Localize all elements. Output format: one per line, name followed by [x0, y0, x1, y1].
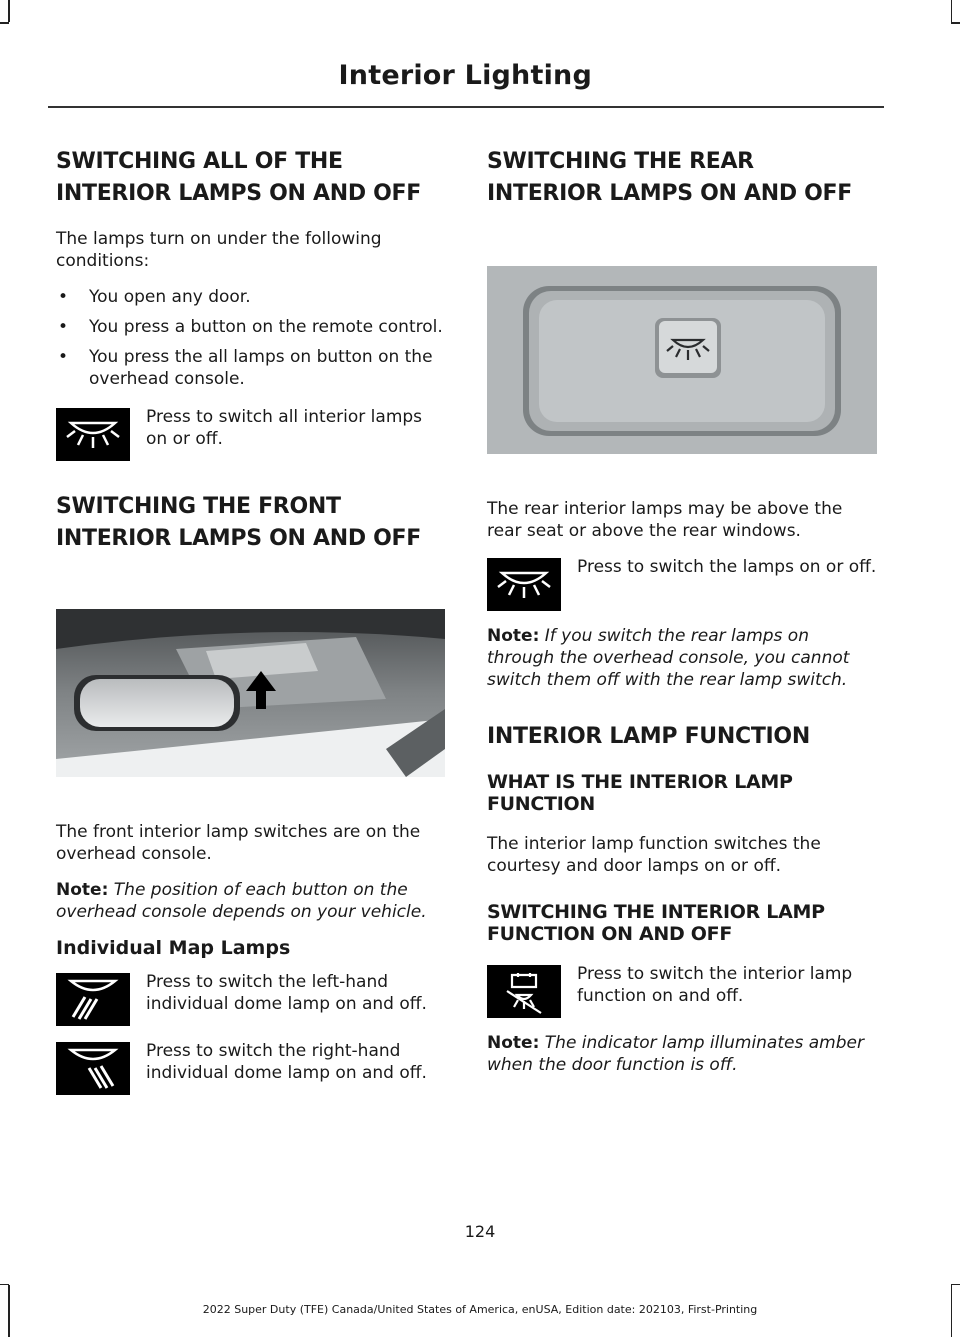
switching-lamp-function-heading: SWITCHING THE INTERIOR LAMP FUNCTION ON AND OFF	[487, 901, 825, 945]
front-lamps-note: Note: The position of each button on the overhead console depends on your vehicle.	[56, 880, 427, 922]
section-heading-lamp-function: INTERIOR LAMP FUNCTION	[487, 724, 810, 749]
crop-mark	[951, 0, 953, 22]
lamp-function-icon-row	[487, 963, 879, 1018]
list-item: • You open any door.	[56, 286, 448, 308]
left-map-lamp-icon	[56, 973, 130, 1026]
rear-lamp-switch-photo	[487, 266, 877, 454]
intro-text: The lamps turn on under the following conditions:	[56, 229, 382, 271]
rear-lamps-icon-row	[487, 556, 879, 611]
dome-lamp-icon	[56, 408, 130, 461]
all-lamps-icon-row	[56, 406, 448, 461]
page-header-title: Interior Lighting	[338, 60, 592, 91]
edition-line: 2022 Super Duty (TFE) Canada/United States of America, enUSA, Edition date: 202103, First-Printing	[202, 1303, 758, 1316]
rear-lamps-instruction: Press to switch the lamps on or off.	[577, 557, 877, 577]
right-map-lamp-instruction: Press to switch the right-hand individual dome lamp on and off.	[146, 1041, 427, 1083]
right-column	[487, 146, 879, 1090]
right-map-lamp-row	[56, 1040, 448, 1095]
rear-lamps-body: The rear interior lamps may be above the rear seat or above the rear windows.	[487, 499, 843, 541]
crop-mark	[0, 1284, 9, 1286]
front-lamps-body: The front interior lamp switches are on the overhead console.	[56, 822, 421, 864]
overhead-console-photo	[56, 609, 445, 777]
list-item: • You press the all lamps on button on the overhead console.	[56, 346, 448, 390]
dome-lamp-icon	[487, 558, 561, 611]
crop-mark	[0, 22, 9, 24]
crop-mark	[8, 0, 10, 22]
right-map-lamp-icon	[56, 1042, 130, 1095]
section-heading-all-lamps: SWITCHING ALL OF THE INTERIOR LAMPS ON AND OFF	[56, 149, 422, 206]
crop-mark	[951, 22, 960, 24]
conditions-list	[56, 286, 448, 390]
what-is-lamp-function-heading: WHAT IS THE INTERIOR LAMP FUNCTION	[487, 771, 793, 815]
section-heading-front-lamps: SWITCHING THE FRONT INTERIOR LAMPS ON AND OFF	[56, 494, 422, 551]
list-item: • You press a button on the remote control.	[56, 316, 448, 338]
map-lamps-subheading: Individual Map Lamps	[56, 937, 291, 959]
lamp-function-note: Note: The indicator lamp illuminates amber when the door function is off.	[487, 1033, 864, 1075]
lamp-function-instruction: Press to switch the interior lamp function on and off.	[577, 964, 853, 1006]
all-lamps-instruction: Press to switch all interior lamps on or off.	[146, 407, 423, 449]
lamp-function-body: The interior lamp function switches the courtesy and door lamps on or off.	[487, 834, 821, 876]
section-heading-rear-lamps: SWITCHING THE REAR INTERIOR LAMPS ON AND OFF	[487, 149, 853, 206]
left-column	[56, 146, 448, 1109]
rear-lamps-note: Note: If you switch the rear lamps on through the overhead console, you cannot switch them off with the rear lamp switch.	[487, 626, 850, 690]
header-rule	[48, 106, 884, 108]
left-map-lamp-row	[56, 971, 448, 1026]
crop-mark	[951, 1284, 960, 1286]
page-number: 124	[464, 1222, 496, 1241]
left-map-lamp-instruction: Press to switch the left-hand individual dome lamp on and off.	[146, 972, 427, 1014]
door-lamp-off-icon	[487, 965, 561, 1018]
